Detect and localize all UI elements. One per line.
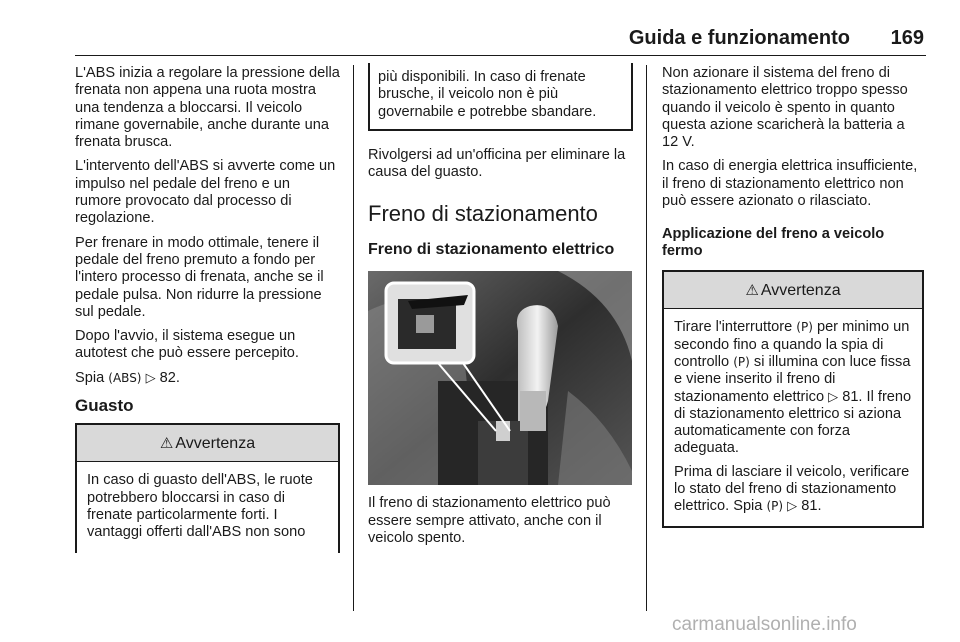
warning-body bbox=[664, 309, 922, 525]
page-reference-link[interactable]: 81. bbox=[801, 498, 822, 515]
abs-paragraph-1: L'ABS inizia a regolare la pressione della frenata non appena una ruota mostra una tendenza a bloccarsi. Il veicolo rimane governabile, anche durante una frenata brusca. bbox=[75, 65, 340, 151]
warning-text-part: per minimo un secondo fino a quando la spia di controllo bbox=[674, 319, 910, 370]
column-1 bbox=[75, 65, 340, 553]
page-header-title: Guida e funzionamento bbox=[628, 27, 850, 49]
warning-text-part: Prima di lasciare il veicolo, verificare lo stato del freno di stazionamento elettrico. Spia bbox=[674, 463, 910, 515]
column-rule-right bbox=[646, 65, 647, 611]
parking-brake-symbol-icon: (P) bbox=[733, 354, 750, 369]
page-number: 169 bbox=[890, 27, 924, 49]
abs-paragraph-4: Dopo l'avvio, il sistema esegue un autotest che può essere percepito. bbox=[75, 328, 299, 362]
warning-text: In caso di guasto dell'ABS, le ruote potrebbero bloccarsi in caso di frenate particolarmente forti. I vantaggi offerti dall'ABS non sono bbox=[87, 472, 313, 541]
section-heading-parking-brake: Freno di stazionamento bbox=[368, 201, 598, 227]
parking-brake-symbol-icon: (P) bbox=[766, 499, 784, 514]
gear-lever-illustration bbox=[368, 271, 632, 485]
spia-label: Spia bbox=[75, 369, 105, 386]
column-3 bbox=[662, 65, 924, 528]
xref-arrow-icon: ▷ bbox=[828, 389, 839, 405]
workshop-paragraph: Rivolgersi ad un'officina per eliminare la causa del guasto. bbox=[368, 146, 626, 181]
watermark: carmanualsonline.info bbox=[672, 614, 857, 635]
warning-paragraph-1 bbox=[674, 319, 912, 457]
column-rule-left bbox=[353, 65, 354, 611]
abs-paragraph-3: Per frenare in modo ottimale, tenere il pedale del freno premuto a fondo per l'intero processo di frenata, anche se il pedale pulsa. Non ridurre la pressione sul pedale. bbox=[75, 234, 324, 320]
abs-paragraph-2: L'intervento dell'ABS si avverte come un impulso nel pedale del freno e un rumore provocato dal processo di regolazione. bbox=[75, 158, 336, 227]
battery-paragraph: Non azionare il sistema del freno di stazionamento elettrico troppo spesso quando il veicolo è spento in quanto questa azione scaricherà la batteria a 12 V. bbox=[662, 65, 908, 151]
parking-brake-symbol-icon: (P) bbox=[796, 320, 813, 335]
warning-text-part: Tirare l'interruttore bbox=[674, 319, 793, 336]
warning-header bbox=[664, 272, 922, 309]
header-rule bbox=[75, 55, 926, 56]
xref-arrow-icon: ▷ bbox=[787, 499, 798, 515]
section-heading-guasto: Guasto bbox=[75, 396, 134, 416]
page-reference-link[interactable]: 82. bbox=[159, 369, 180, 386]
warning-box-parking-brake bbox=[662, 270, 924, 527]
xref-arrow-icon: ▷ bbox=[145, 370, 156, 386]
warning-text-part: si illumina con luce fissa e viene inserito il freno di stazionamento elettrico bbox=[674, 353, 911, 405]
column-2 bbox=[368, 65, 633, 554]
warning-body bbox=[77, 462, 338, 551]
warning-title: Avvertenza bbox=[760, 281, 841, 299]
page-reference-link[interactable]: 81. Il freno di stazionamento elettrico si aziona automaticamente con forza adeguata. bbox=[674, 388, 912, 457]
warning-header bbox=[77, 425, 338, 462]
warning-triangle-icon: ⚠ bbox=[745, 280, 759, 299]
abs-symbol-icon: (ABS) bbox=[108, 370, 142, 385]
abs-paragraph-5 bbox=[75, 370, 340, 387]
warning-triangle-icon: ⚠ bbox=[159, 433, 174, 452]
warning-box-continued bbox=[368, 63, 633, 131]
warning-box-abs bbox=[75, 423, 340, 553]
subheading-electric-parking-brake: Freno di stazionamento elettrico bbox=[368, 241, 615, 259]
low-power-paragraph: In caso di energia elettrica insufficiente, il freno di stazionamento elettrico non può essere azionato o rilasciato. bbox=[662, 158, 918, 210]
subheading-apply-brake: Applicazione del freno a veicolo fermo bbox=[662, 226, 885, 260]
warning-title: Avvertenza bbox=[175, 434, 256, 452]
photo-caption: Il freno di stazionamento elettrico può essere sempre attivato, anche con il veicolo spento. bbox=[368, 495, 611, 547]
warning-paragraph-2 bbox=[674, 464, 912, 516]
warning-continued-text: più disponibili. In caso di frenate brusche, il veicolo non è più governabile e potrebbe sbandare. bbox=[378, 69, 597, 120]
parking-brake-photo bbox=[368, 271, 632, 485]
